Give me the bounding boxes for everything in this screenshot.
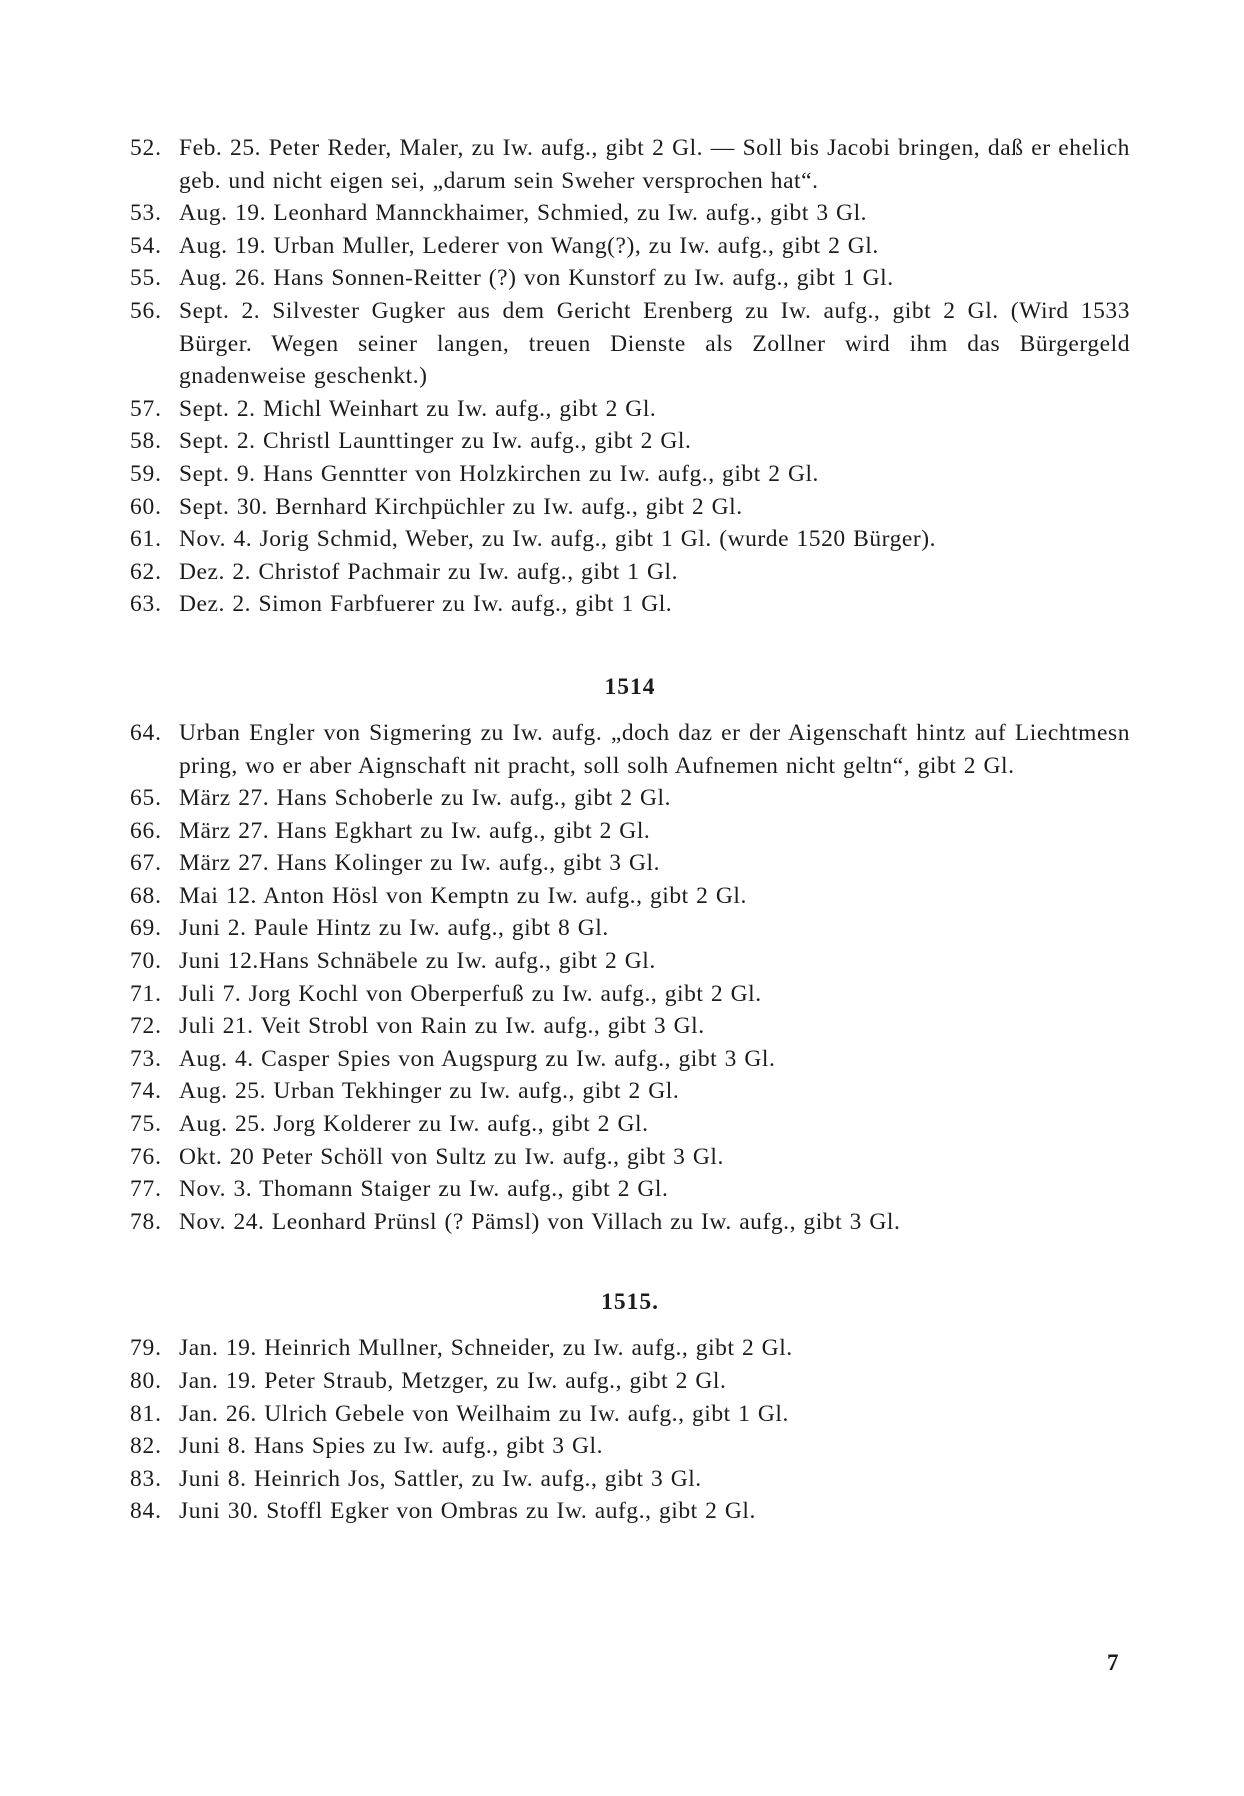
entry — [130, 295, 1130, 393]
entry — [130, 1495, 1130, 1528]
entry — [130, 1398, 1130, 1431]
entry — [130, 197, 1130, 230]
entry-number: 62. — [130, 558, 162, 585]
entry-number: 60. — [130, 493, 162, 520]
entry-number: 56. — [130, 297, 162, 324]
entry-text: Aug. 26. Hans Sonnen-Reitter (?) von Kunstorf zu Iw. aufg., gibt 1 Gl. — [179, 265, 894, 292]
entry — [130, 523, 1130, 556]
entry-number: 78. — [130, 1208, 162, 1235]
entry-text: Sept. 9. Hans Genntter von Holzkirchen zu Iw. aufg., gibt 2 Gl. — [179, 460, 819, 487]
entry-text: Juni 8. Heinrich Jos, Sattler, zu Iw. aufg., gibt 3 Gl. — [179, 1465, 702, 1492]
entry — [130, 815, 1130, 848]
entry-number: 65. — [130, 785, 162, 812]
entry-number: 64. — [130, 719, 162, 746]
entry-text: Juni 8. Hans Spies zu Iw. aufg., gibt 3 Gl. — [179, 1433, 604, 1460]
entry — [130, 912, 1130, 945]
entry-number: 76. — [130, 1143, 162, 1170]
entry-text: Juli 21. Veit Strobl von Rain zu Iw. aufg., gibt 3 Gl. — [179, 1013, 705, 1040]
entry-number: 58. — [130, 428, 162, 455]
entry-text: Sept. 2. Michl Weinhart zu Iw. aufg., gibt 2 Gl. — [179, 395, 657, 422]
entry-text: Sept. 2. Christl Launttinger zu Iw. aufg., gibt 2 Gl. — [179, 428, 692, 455]
entry-text: Okt. 20 Peter Schöll von Sultz zu Iw. aufg., gibt 3 Gl. — [179, 1143, 724, 1170]
entry — [130, 717, 1130, 782]
entry-number: 73. — [130, 1045, 162, 1072]
entry-text: Aug. 19. Urban Muller, Lederer von Wang(?), zu Iw. aufg., gibt 2 Gl. — [179, 232, 879, 259]
entry-text: Mai 12. Anton Hösl von Kemptn zu Iw. aufg., gibt 2 Gl. — [179, 882, 747, 909]
document-body — [130, 132, 1130, 1528]
entry-text: Sept. 30. Bernhard Kirchpüchler zu Iw. aufg., gibt 2 Gl. — [179, 493, 743, 520]
year-heading: 1514 — [604, 673, 656, 700]
entry — [130, 945, 1130, 978]
entry-number: 67. — [130, 850, 162, 877]
entry-text: März 27. Hans Schoberle zu Iw. aufg., gibt 2 Gl. — [179, 785, 672, 812]
entry-text: Juni 12.Hans Schnäbele zu Iw. aufg., gibt 2 Gl. — [179, 948, 656, 975]
entry — [130, 847, 1130, 880]
entry-number: 63. — [130, 591, 162, 618]
entry — [130, 458, 1130, 491]
entry-text: Nov. 24. Leonhard Prünsl (? Pämsl) von Villach zu Iw. aufg., gibt 3 Gl. — [179, 1208, 901, 1235]
section-1515 — [130, 1286, 1130, 1528]
entry-number: 57. — [130, 395, 162, 422]
year-heading: 1515. — [601, 1289, 659, 1316]
entry-text: Feb. 25. Peter Reder, Maler, zu Iw. aufg., gibt 2 Gl. — Soll bis Jacobi bringen, daß er ehelich geb. und nicht eigen sei, „darum sein Sweher versprochen hat“. — [179, 135, 1130, 194]
entry-number: 59. — [130, 460, 162, 487]
entry — [130, 880, 1130, 913]
entry-text: Aug. 25. Jorg Kolderer zu Iw. aufg., gibt 2 Gl. — [179, 1111, 649, 1138]
entry — [130, 556, 1130, 589]
entry — [130, 1075, 1130, 1108]
entry-number: 69. — [130, 915, 162, 942]
entry-text: März 27. Hans Kolinger zu Iw. aufg., gibt 3 Gl. — [179, 850, 661, 877]
entry — [130, 588, 1130, 621]
entry — [130, 491, 1130, 524]
entry — [130, 1010, 1130, 1043]
entry-text: Juni 2. Paule Hintz zu Iw. aufg., gibt 8 Gl. — [179, 915, 609, 942]
entry — [130, 1141, 1130, 1174]
entry-number: 71. — [130, 980, 162, 1007]
entry-number: 82. — [130, 1433, 162, 1460]
entry — [130, 1332, 1130, 1365]
entry-text: Nov. 4. Jorig Schmid, Weber, zu Iw. aufg., gibt 1 Gl. (wurde 1520 Bürger). — [179, 526, 937, 553]
entry-number: 53. — [130, 200, 162, 227]
entry-number: 54. — [130, 232, 162, 259]
entry-text: Jan. 19. Peter Straub, Metzger, zu Iw. aufg., gibt 2 Gl. — [179, 1368, 727, 1394]
entry-text: Jan. 26. Ulrich Gebele von Weilhaim zu Iw. aufg., gibt 1 Gl. — [179, 1400, 789, 1427]
entry-number: 68. — [130, 882, 162, 909]
entry-text: Nov. 3. Thomann Staiger zu Iw. aufg., gibt 2 Gl. — [179, 1176, 669, 1203]
entry-number: 61. — [130, 526, 162, 553]
section-1513 — [130, 132, 1130, 621]
entry — [130, 132, 1130, 197]
entry-number: 66. — [130, 817, 162, 844]
entry — [130, 1430, 1130, 1463]
entry — [130, 1108, 1130, 1141]
page-number: 7 — [1107, 1650, 1119, 1675]
entry — [130, 1043, 1130, 1076]
entry-text: Aug. 4. Casper Spies von Augspurg zu Iw. aufg., gibt 3 Gl. — [179, 1045, 776, 1072]
entry-number: 80. — [130, 1368, 162, 1394]
entry-number: 74. — [130, 1078, 162, 1105]
entry — [130, 782, 1130, 815]
entry-text: Juni 30. Stoffl Egker von Ombras zu Iw. aufg., gibt 2 Gl. — [179, 1498, 756, 1525]
entry-text: Juli 7. Jorg Kochl von Oberperfuß zu Iw. aufg., gibt 2 Gl. — [179, 980, 762, 1007]
entry — [130, 1173, 1130, 1206]
entry — [130, 230, 1130, 263]
entry-text: Jan. 19. Heinrich Mullner, Schneider, zu Iw. aufg., gibt 2 Gl. — [179, 1335, 793, 1362]
entry-number: 75. — [130, 1111, 162, 1138]
entry — [130, 262, 1130, 295]
entry-number: 81. — [130, 1400, 162, 1427]
entry — [130, 1365, 1130, 1398]
entry-text: März 27. Hans Egkhart zu Iw. aufg., gibt 2 Gl. — [179, 817, 651, 844]
entry-text: Aug. 19. Leonhard Mannckhaimer, Schmied, zu Iw. aufg., gibt 3 Gl. — [179, 200, 868, 227]
entry — [130, 393, 1130, 426]
entry-number: 79. — [130, 1335, 162, 1362]
entry-text: Dez. 2. Simon Farbfuerer zu Iw. aufg., gibt 1 Gl. — [179, 591, 673, 618]
entry — [130, 1463, 1130, 1496]
entry-number: 83. — [130, 1465, 162, 1492]
entry-number: 70. — [130, 948, 162, 975]
entry-text: Dez. 2. Christof Pachmair zu Iw. aufg., gibt 1 Gl. — [179, 558, 678, 585]
entry-text: Sept. 2. Silvester Gugker aus dem Gericht Erenberg zu Iw. aufg., gibt 2 Gl. (Wird 1533 Bürger. Wegen seiner langen, treuen Dienste als Zollner wird ihm das Bürgergeld gnadenweise geschenkt.) — [179, 297, 1130, 390]
entry-number: 52. — [130, 135, 162, 161]
entry — [130, 978, 1130, 1011]
entry-number: 84. — [130, 1498, 162, 1525]
entry-number: 72. — [130, 1013, 162, 1040]
entry-number: 55. — [130, 265, 162, 292]
entry-number: 77. — [130, 1176, 162, 1203]
entry-text: Aug. 25. Urban Tekhinger zu Iw. aufg., gibt 2 Gl. — [179, 1078, 680, 1105]
entry — [130, 425, 1130, 458]
entry — [130, 1206, 1130, 1239]
entry-text: Urban Engler von Sigmering zu Iw. aufg. „doch daz er der Aigenschaft hintz auf Liechtmesn pring, wo er aber Aignschaft nit pracht, soll solh Aufnemen nicht geltn“, gibt 2 Gl. — [179, 719, 1130, 779]
section-1514 — [130, 671, 1130, 1239]
